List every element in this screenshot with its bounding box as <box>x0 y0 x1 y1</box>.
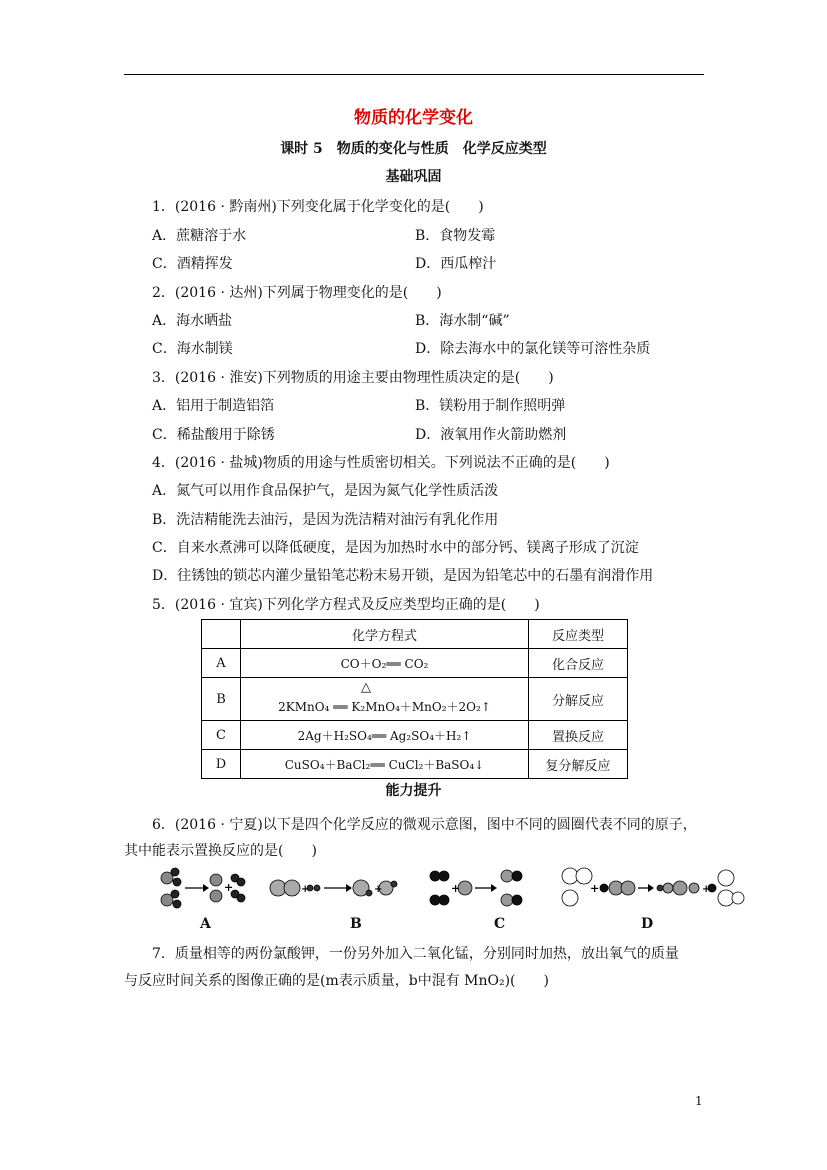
row-label: D <box>202 750 241 779</box>
diagram-label-c: C <box>494 916 506 932</box>
table-row <box>202 649 628 678</box>
q5-stem: 5．(2016 · 宜宾)下列化学方程式及反应类型均正确的是( ) <box>152 597 540 613</box>
q4-option-d: D．往锈蚀的锁芯内灌少量铅笔芯粉末易开锁，是因为铅笔芯中的石墨有润滑作用 <box>152 568 654 584</box>
table-header-cell: 化学方程式 <box>241 620 529 649</box>
row-label: A <box>202 649 241 678</box>
q4-stem: 4．(2016 · 盐城)物质的用途与性质密切相关。下列说法不正确的是( ) <box>152 455 610 471</box>
table-header-cell: 反应类型 <box>529 620 628 649</box>
q1-option-a: A．蔗糖溶于水 <box>152 228 247 244</box>
q1-option-d: D．西瓜榨汁 <box>415 256 497 272</box>
reaction-type: 分解反应 <box>529 678 628 721</box>
lesson-subtitle: 课时 5 物质的变化与性质 化学反应类型 <box>280 141 547 157</box>
q1-option-c: C．酒精挥发 <box>152 256 233 272</box>
q3-option-b: B．镁粉用于制作照明弹 <box>415 398 566 414</box>
page-number: 1 <box>695 1094 703 1108</box>
q2-option-b: B．海水制“碱” <box>415 313 510 329</box>
equation-cell <box>241 678 529 721</box>
diagram-c-icon <box>427 866 537 912</box>
diagram-label-d: D <box>641 916 654 932</box>
row-label: C <box>202 721 241 750</box>
q2-option-c: C．海水制镁 <box>152 341 233 357</box>
row-label: B <box>202 678 241 721</box>
svg-text:+: + <box>451 882 461 895</box>
heat-condition-symbol: △ <box>361 680 371 695</box>
table-header-row <box>202 620 628 649</box>
q2-option-a: A．海水晒盐 <box>152 313 233 329</box>
diagram-a-icon <box>155 866 250 912</box>
q4-option-a: A．氮气可以用作食品保护气，是因为氮气化学性质活泼 <box>152 483 499 499</box>
svg-text:+: + <box>590 882 600 895</box>
q4-option-b: B．洗洁精能洗去油污，是因为洗洁精对油污有乳化作用 <box>152 512 499 528</box>
equation: 2KMnO₄ ══ K₂MnO₄＋MnO₂＋2O₂↑ <box>278 699 491 714</box>
q3-option-c: C．稀盐酸用于除锈 <box>152 427 275 443</box>
q1-stem: 1．(2016 · 黔南州)下列变化属于化学变化的是( ) <box>152 199 484 215</box>
q2-option-d: D．除去海水中的氯化镁等可溶性杂质 <box>415 341 651 357</box>
svg-text:+: + <box>224 881 234 894</box>
table-row <box>202 750 628 779</box>
q6-line1: 6．(2016 · 宁夏)以下是四个化学反应的微观示意图，图中不同的圆圈代表不同的原子， <box>152 817 697 833</box>
equation: CO＋O₂══ CO₂ <box>241 649 529 678</box>
q4-option-c: C．自来水煮沸可以降低硬度，是因为加热时水中的部分钙、镁离子形成了沉淀 <box>152 540 639 556</box>
page-title: 物质的化学变化 <box>354 108 473 128</box>
q3-option-d: D．液氧用作火箭助燃剂 <box>415 427 567 443</box>
q2-stem: 2．(2016 · 达州)下列属于物理变化的是( ) <box>152 285 442 301</box>
diagram-d-icon <box>560 866 745 912</box>
equation-table <box>201 619 628 779</box>
svg-text:+: + <box>702 884 711 895</box>
q1-option-b: B．食物发霉 <box>415 228 496 244</box>
reaction-type: 置换反应 <box>529 721 628 750</box>
section-advanced: 能力提升 <box>385 783 442 799</box>
table-header-cell <box>202 620 241 649</box>
diagram-b-icon <box>268 866 408 912</box>
table-row <box>202 721 628 750</box>
equation: CuSO₄＋BaCl₂══ CuCl₂＋BaSO₄↓ <box>241 750 529 779</box>
q7-line2: 与反应时间关系的图像正确的是(m表示质量，b中混有 MnO₂)( ) <box>124 973 549 989</box>
reaction-type: 复分解反应 <box>529 750 628 779</box>
diagram-label-b: B <box>350 916 362 932</box>
svg-text:+: + <box>374 884 383 895</box>
diagram-label-a: A <box>200 916 211 932</box>
equation: 2Ag＋H₂SO₄══ Ag₂SO₄＋H₂↑ <box>241 721 529 750</box>
section-basic: 基础巩固 <box>385 169 442 185</box>
q6-line2: 其中能表示置换反应的是( ) <box>124 843 317 859</box>
q3-option-a: A．铝用于制造铝箔 <box>152 398 275 414</box>
header-rule <box>124 74 704 75</box>
q7-line1: 7．质量相等的两份氯酸钾，一份另外加入二氧化锰，分别同时加热，放出氧气的质量 <box>152 946 679 962</box>
svg-text:+: + <box>301 884 310 895</box>
reaction-type: 化合反应 <box>529 649 628 678</box>
q3-stem: 3．(2016 · 淮安)下列物质的用途主要由物理性质决定的是( ) <box>152 370 554 386</box>
table-row <box>202 678 628 721</box>
